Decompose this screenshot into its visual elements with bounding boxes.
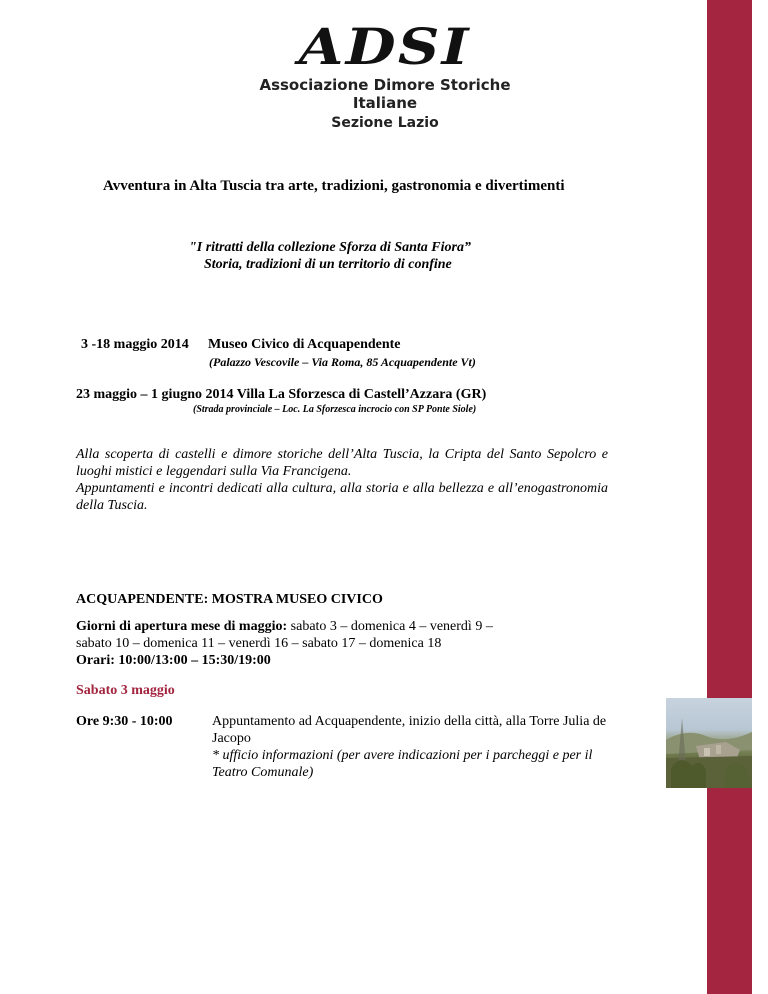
subtitle-line-2: Storia, tradizioni di un territorio di confine <box>204 257 452 272</box>
day-heading: Sabato 3 maggio <box>76 683 175 698</box>
page-title: Avventura in Alta Tuscia tra arte, tradizioni, gastronomia e divertimenti <box>103 178 565 194</box>
opening-days-list-1: sabato 3 – domenica 4 – venerdì 9 – <box>287 619 493 634</box>
event-1-venue: Museo Civico di Acquapendente <box>208 337 401 352</box>
logo-mark: ADSI <box>298 17 472 76</box>
subtitle-line-1: "I ritratti della collezione Sforza di Santa Fiora” <box>189 240 471 255</box>
event-1-address: (Palazzo Vescovile – Via Roma, 85 Acquapendente Vt) <box>209 355 476 369</box>
adsi-logo <box>225 17 545 131</box>
opening-days-label: Giorni di apertura mese di maggio: <box>76 619 288 634</box>
intro-paragraph-2: Appuntamenti e incontri dedicati alla cultura, alla storia e alla bellezza e all’enogastronomia della Tuscia. <box>76 481 608 513</box>
event-2-address: (Strada provinciale – Loc. La Sforzesca incrocio con SP Ponte Siole) <box>193 404 477 415</box>
logo-association-name: Associazione Dimore Storiche Italiane <box>259 76 511 112</box>
schedule-note-1: * ufficio informazioni (per avere indicazioni per i parcheggi e per il <box>212 748 593 763</box>
intro-text <box>76 446 608 514</box>
landscape-photo-drawing <box>666 698 752 788</box>
opening-hours: Orari: 10:00/13:00 – 15:30/19:00 <box>76 653 271 668</box>
schedule-line-2: Jacopo <box>212 731 251 746</box>
logo-section-name: Sezione Lazio <box>331 115 439 131</box>
landscape-photo <box>666 698 752 788</box>
opening-days-line-2: sabato 10 – domenica 11 – venerdì 16 – sabato 17 – domenica 18 <box>76 636 442 651</box>
event-1-dates: 3 -18 maggio 2014 <box>81 337 189 352</box>
schedule-line-1: Appuntamento ad Acquapendente, inizio della città, alla Torre Julia de <box>212 714 607 729</box>
decorative-side-band <box>707 0 752 994</box>
opening-days-line-1 <box>76 619 493 635</box>
schedule-note-2: Teatro Comunale) <box>212 765 314 780</box>
event-2-heading: 23 maggio – 1 giugno 2014 Villa La Sforzesca di Castell’Azzara (GR) <box>76 387 487 402</box>
intro-paragraph-1: Alla scoperta di castelli e dimore storiche dell’Alta Tuscia, la Cripta del Santo Sepolcro e luoghi mistici e leggendari sulla Via Francigena. <box>76 447 608 479</box>
section-heading: ACQUAPENDENTE: MOSTRA MUSEO CIVICO <box>76 592 383 607</box>
schedule-time: Ore 9:30 - 10:00 <box>76 714 173 729</box>
